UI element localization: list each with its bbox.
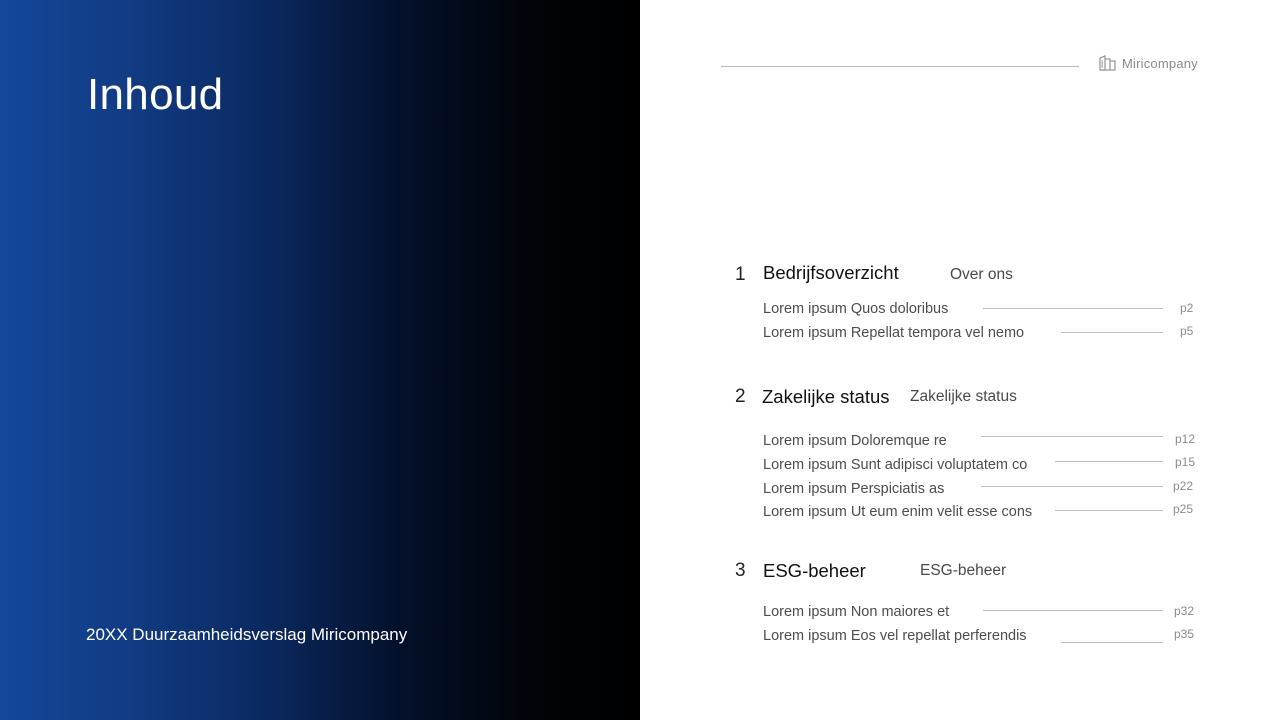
page-number: p35: [1174, 627, 1195, 641]
section-title: ESG-beheer: [763, 560, 866, 581]
toc-entry[interactable]: Lorem ipsum Sunt adipisci voluptatem co: [763, 457, 1028, 473]
section-number: 3: [735, 560, 746, 581]
page-number: p32: [1174, 604, 1195, 618]
brand-name: Miricompany: [1122, 55, 1198, 71]
section-title: Bedrijfsoverzicht: [763, 262, 899, 283]
page-number: p2: [1180, 301, 1194, 315]
section-subtitle: ESG-beheer: [920, 562, 1007, 579]
leader-line: [1055, 510, 1163, 511]
toc-entry[interactable]: Lorem ipsum Ut eum enim velit esse cons: [763, 504, 1033, 520]
leader-line: [981, 486, 1163, 487]
section-number: 2: [735, 386, 746, 407]
report-footer: 20XX Duurzaamheidsverslag Miricompany: [86, 625, 408, 644]
page-number: p12: [1175, 432, 1196, 446]
page-number: p25: [1173, 502, 1194, 516]
toc-entry[interactable]: Lorem ipsum Quos doloribus: [763, 301, 949, 317]
leader-line: [1061, 642, 1163, 643]
leader-line: [1055, 461, 1163, 462]
page-number: p5: [1180, 324, 1194, 338]
toc-entry[interactable]: Lorem ipsum Doloremque re: [763, 433, 947, 449]
leader-line: [983, 610, 1163, 611]
page-number: p15: [1175, 455, 1196, 469]
page-title: Inhoud: [87, 70, 224, 119]
building-logo-icon: [1099, 55, 1116, 71]
brand-logo: [1099, 55, 1198, 71]
section-title: Zakelijke status: [762, 386, 890, 407]
toc-entry[interactable]: Lorem ipsum Repellat tempora vel nemo: [763, 325, 1025, 341]
page-number: p22: [1173, 479, 1194, 493]
section-number: 1: [735, 264, 746, 285]
header-divider: [721, 66, 1079, 67]
leader-line: [983, 308, 1163, 309]
leader-line: [1061, 332, 1163, 333]
toc-entry[interactable]: Lorem ipsum Eos vel repellat perferendis: [763, 628, 1027, 644]
section-subtitle: Over ons: [950, 266, 1013, 283]
section-subtitle: Zakelijke status: [910, 388, 1017, 405]
toc-entry[interactable]: Lorem ipsum Non maiores et: [763, 604, 950, 620]
toc-entry[interactable]: Lorem ipsum Perspiciatis as: [763, 481, 945, 497]
leader-line: [981, 436, 1163, 437]
